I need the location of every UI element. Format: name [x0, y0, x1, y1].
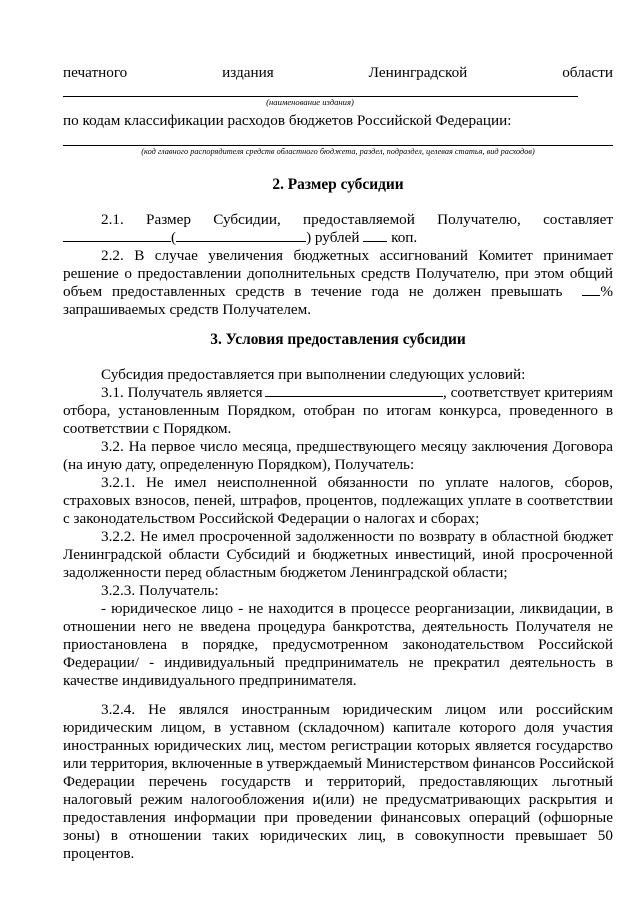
p21-line2: [63, 229, 613, 247]
p324-line9: процентов.: [63, 845, 135, 862]
publication-caption: (наименование издания): [266, 97, 354, 107]
p31-line2: отбора, установленным Порядком, отобран по итогам конкурса, проведенного в: [63, 402, 613, 419]
p21-line1: [101, 211, 613, 229]
p321-line1: 3.2.1. Не имел неисполненной обязанности по уплате налогов, сборов,: [101, 474, 613, 491]
p22-percent: [582, 283, 613, 301]
word-izdaniya: издания: [222, 64, 274, 81]
p322-line1: 3.2.2. Не имел просроченной задолженности по возврату в областной бюджет: [101, 528, 613, 545]
p324-line8: зоны) в отношении таких юридических лиц, в совокупности превышает 50: [63, 827, 613, 844]
s3-intro: Субсидия предоставляется при выполнении следующих условий:: [101, 366, 526, 383]
p324-line2: юридическим лицом, в уставном (складочном) капитале которого доля участия: [63, 719, 613, 736]
p32-line2: (на иную дату, определенную Порядком), Получатель:: [63, 456, 415, 473]
section2-heading: 2. Размер субсидии: [272, 176, 404, 193]
p22-line3-text: объем предоставленных средств в течение года не должен превышать: [63, 283, 563, 300]
p31-text-b: , соответствует критериям: [443, 384, 613, 401]
kop-label: коп.: [391, 229, 418, 246]
p324-line6: налоговый режим налогообложения и(или) не предусматривающих раскрытия и: [63, 791, 613, 808]
percent-blank: [582, 283, 600, 296]
p21-word-2: Размер: [146, 211, 191, 228]
p21-word-3: Субсидии,: [213, 211, 281, 228]
amount-digits-blank: [176, 229, 306, 242]
rub-label: ) рублей: [306, 229, 360, 246]
word-pechatnogo: печатного: [63, 64, 128, 81]
p324-line4: или территория, включенные в утверждаемый Министерством финансов Российской: [63, 755, 614, 772]
p323-line2: - юридическое лицо - не находится в процессе реорганизации, ликвидации, в: [101, 600, 613, 617]
p323-line5: Федерации/ - индивидуальный предприниматель не прекратил деятельность в: [63, 654, 613, 671]
kop-blank: [363, 229, 387, 242]
p21-word-1: 2.1.: [101, 211, 124, 228]
p22-line4: запрашиваемых средств Получателем.: [63, 301, 312, 318]
p22-line1: 2.2. В случае увеличения бюджетных ассигнований Комитет принимает: [101, 247, 613, 264]
section3-heading: 3. Условия предоставления субсидии: [210, 331, 466, 348]
recipient-blank: [265, 384, 443, 397]
p31-text-a: 3.1. Получатель является: [101, 384, 263, 401]
p323-line6: качестве индивидуального предпринимателя.: [63, 672, 357, 689]
p323-line3: отношении него не введена процедура банкротства, деятельность Получателя не: [63, 618, 613, 635]
p324-line5: Федерации перечень государств и территорий, предоставляющих льготный: [63, 773, 613, 790]
paren-open: (: [171, 229, 177, 246]
p31-line1: [101, 384, 613, 402]
word-oblasti: области: [562, 64, 613, 81]
percent-sign: %: [600, 283, 613, 300]
p21-word-4: предоставляемой: [303, 211, 415, 228]
p324-line1: 3.2.4. Не являлся иностранным юридическим лицом или российским: [101, 701, 613, 718]
codes-line: по кодам классификации расходов бюджетов Российской Федерации:: [63, 112, 512, 129]
p323-line4: приостановлена в порядке, предусмотренном законодательством Российской: [63, 636, 613, 653]
p31-right: [265, 384, 613, 402]
p322-line2: Ленинградской области Субсидий и бюджетных инвестиций, иной просроченной: [63, 546, 613, 563]
p321-line3: с законодательством Российской Федерации о налогах и сборах;: [63, 510, 480, 527]
word-leningradskoy: Ленинградской: [368, 64, 468, 81]
p22-line3: [63, 283, 613, 301]
p32-line1: 3.2. На первое число месяца, предшествующего месяцу заключения Договора: [101, 438, 613, 455]
p321-line2: страховых взносов, пеней, штрафов, процентов, подлежащих уплате в соответствии: [63, 492, 613, 509]
p324-line3: иностранных юридических лиц, местом регистрации которых является государство: [63, 737, 613, 754]
p21-word-6: составляет: [543, 211, 613, 228]
header-words-line: [63, 64, 613, 82]
amount-words-blank: [63, 229, 171, 242]
p31-line3: соответствии с Порядком.: [63, 420, 232, 437]
p323-line1: 3.2.3. Получатель:: [101, 582, 219, 599]
p22-line2: решение о предоставлении дополнительных средств Получателю, при этом общий: [63, 265, 613, 282]
p21-word-5: Получателю,: [437, 211, 521, 228]
codes-caption: (код главного распорядителя средств областного бюджета, раздел, подраздел, целевая статья, вид расходов): [141, 147, 535, 156]
p324-line7: предоставления информации при проведении финансовых операций (офшорные: [63, 809, 613, 826]
p322-line3: задолженности перед областным бюджетом Ленинградской области;: [63, 564, 508, 581]
